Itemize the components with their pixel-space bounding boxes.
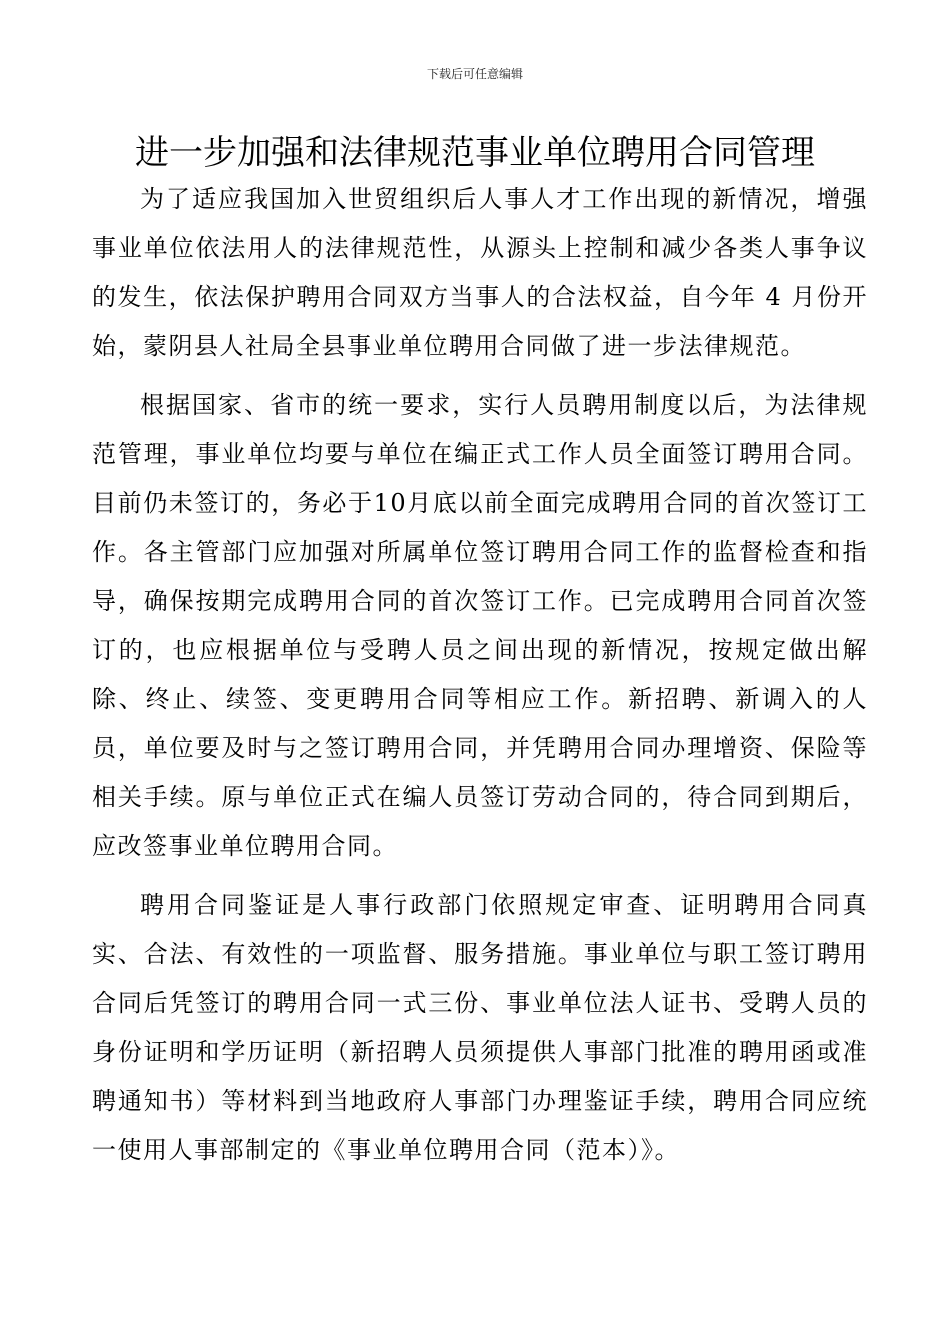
document-body	[92, 175, 868, 1185]
paragraph-1: 为了适应我国加入世贸组织后人事人才工作出现的新情况，增强事业单位依法用人的法律规范性，从源头上控制和减少各类人事争议的发生，依法保护聘用合同双方当事人的合法权益，自今年 4 月份开始，蒙阴县人社局全县事业单位聘用合同做了进一步法律规范。	[92, 185, 868, 360]
header-note: 下载后可任意编辑	[426, 67, 523, 81]
document-title: 进一步加强和法律规范事业单位聘用合同管理	[135, 133, 815, 173]
paragraph-3: 聘用合同鉴证是人事行政部门依照规定审查、证明聘用合同真实、合法、有效性的一项监督、服务措施。事业单位与职工签订聘用合同后凭签订的聘用合同一式三份、事业单位法人证书、受聘人员的身份证明和学历证明（新招聘人员须提供人事部门批准的聘用函或准聘通知书）等材料到当地政府人事部门办理鉴证手续，聘用合同应统一使用人事部制定的《事业单位聘用合同（范本）》。	[92, 891, 868, 1164]
paragraph-2: 根据国家、省市的统一要求，实行人员聘用制度以后，为法律规范管理，事业单位均要与单位在编正式工作人员全面签订聘用合同。目前仍未签订的，务必于10月底以前全面完成聘用合同的首次签订工作。各主管部门应加强对所属单位签订聘用合同工作的监督检查和指导，确保按期完成聘用合同的首次签订工作。已完成聘用合同首次签订的，也应根据单位与受聘人员之间出现的新情况，按规定做出解除、终止、续签、变更聘用合同等相应工作。新招聘、新调入的人员，单位要及时与之签订聘用合同，并凭聘用合同办理增资、保险等相关手续。原与单位正式在编人员签订劳动合同的，待合同到期后，应改签事业单位聘用合同。	[92, 391, 868, 860]
